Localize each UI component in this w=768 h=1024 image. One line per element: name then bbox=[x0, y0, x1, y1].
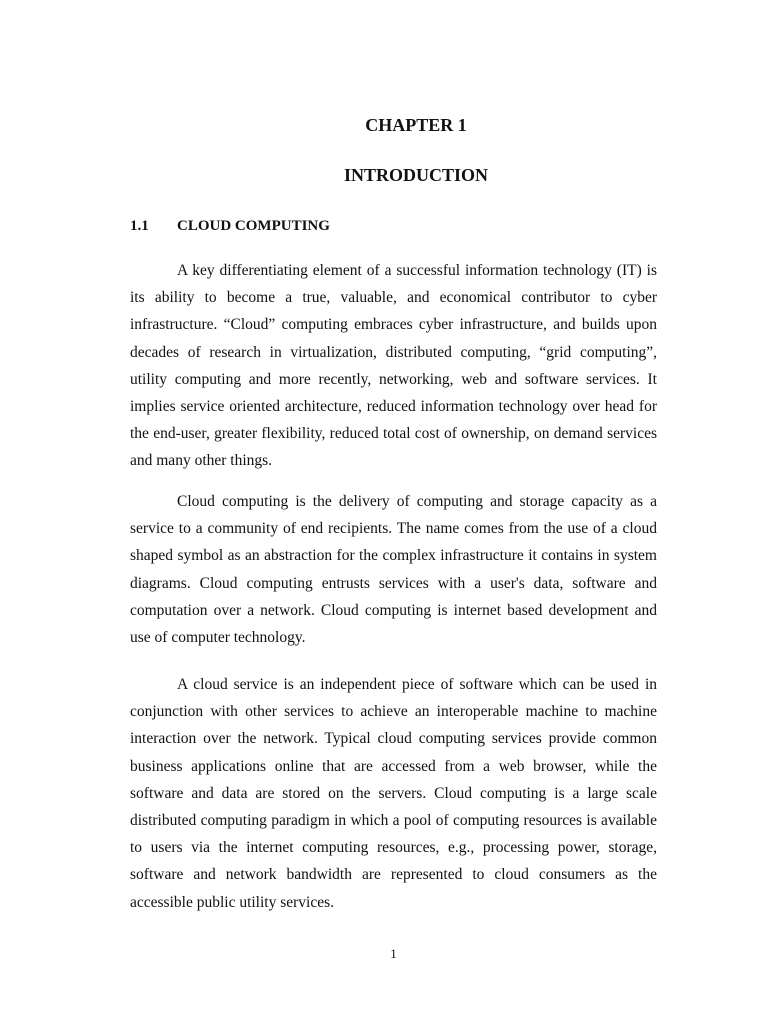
chapter-title: INTRODUCTION bbox=[343, 165, 489, 185]
section-title: CLOUD COMPUTING bbox=[177, 218, 330, 234]
page-number: 1 bbox=[390, 946, 397, 961]
body-paragraph-1: A key differentiating element of a successful information technology (IT) is its ability to become a true, valuable, and economical contributor to cyber infrastructure. “Cloud” computing embraces cyber infrastructure, and builds upon decades of research in virtualization, distributed computing, “grid computing”, utility computing and more recently, networking, web and software services. It implies service oriented architecture, reduced information technology over head for the end-user, greater flexibility, reduced total cost of ownership, on demand services and many other things. bbox=[130, 262, 657, 470]
body-paragraph-3: A cloud service is an independent piece of software which can be used in conjunction with other services to achieve an interoperable machine to machine interaction over the network. Typical cloud computing services provide common business applications online that are accessed from a web browser, while the software and data are stored on the servers. Cloud computing is a large scale distributed computing paradigm in which a pool of computing resources is available to users via the internet computing resources, e.g., processing power, storage, software and network bandwidth are represented to cloud consumers as the accessible public utility services. bbox=[130, 676, 657, 911]
body-paragraph-2: Cloud computing is the delivery of computing and storage capacity as a service to a community of end recipients. The name comes from the use of a cloud shaped symbol as an abstraction for the complex infrastructure it contains in system diagrams. Cloud computing entrusts services with a user's data, software and computation over a network. Cloud computing is internet based development and use of computer technology. bbox=[130, 493, 657, 647]
section-heading bbox=[130, 216, 330, 236]
chapter-label: CHAPTER 1 bbox=[365, 115, 467, 135]
section-number: 1.1 bbox=[130, 218, 149, 234]
